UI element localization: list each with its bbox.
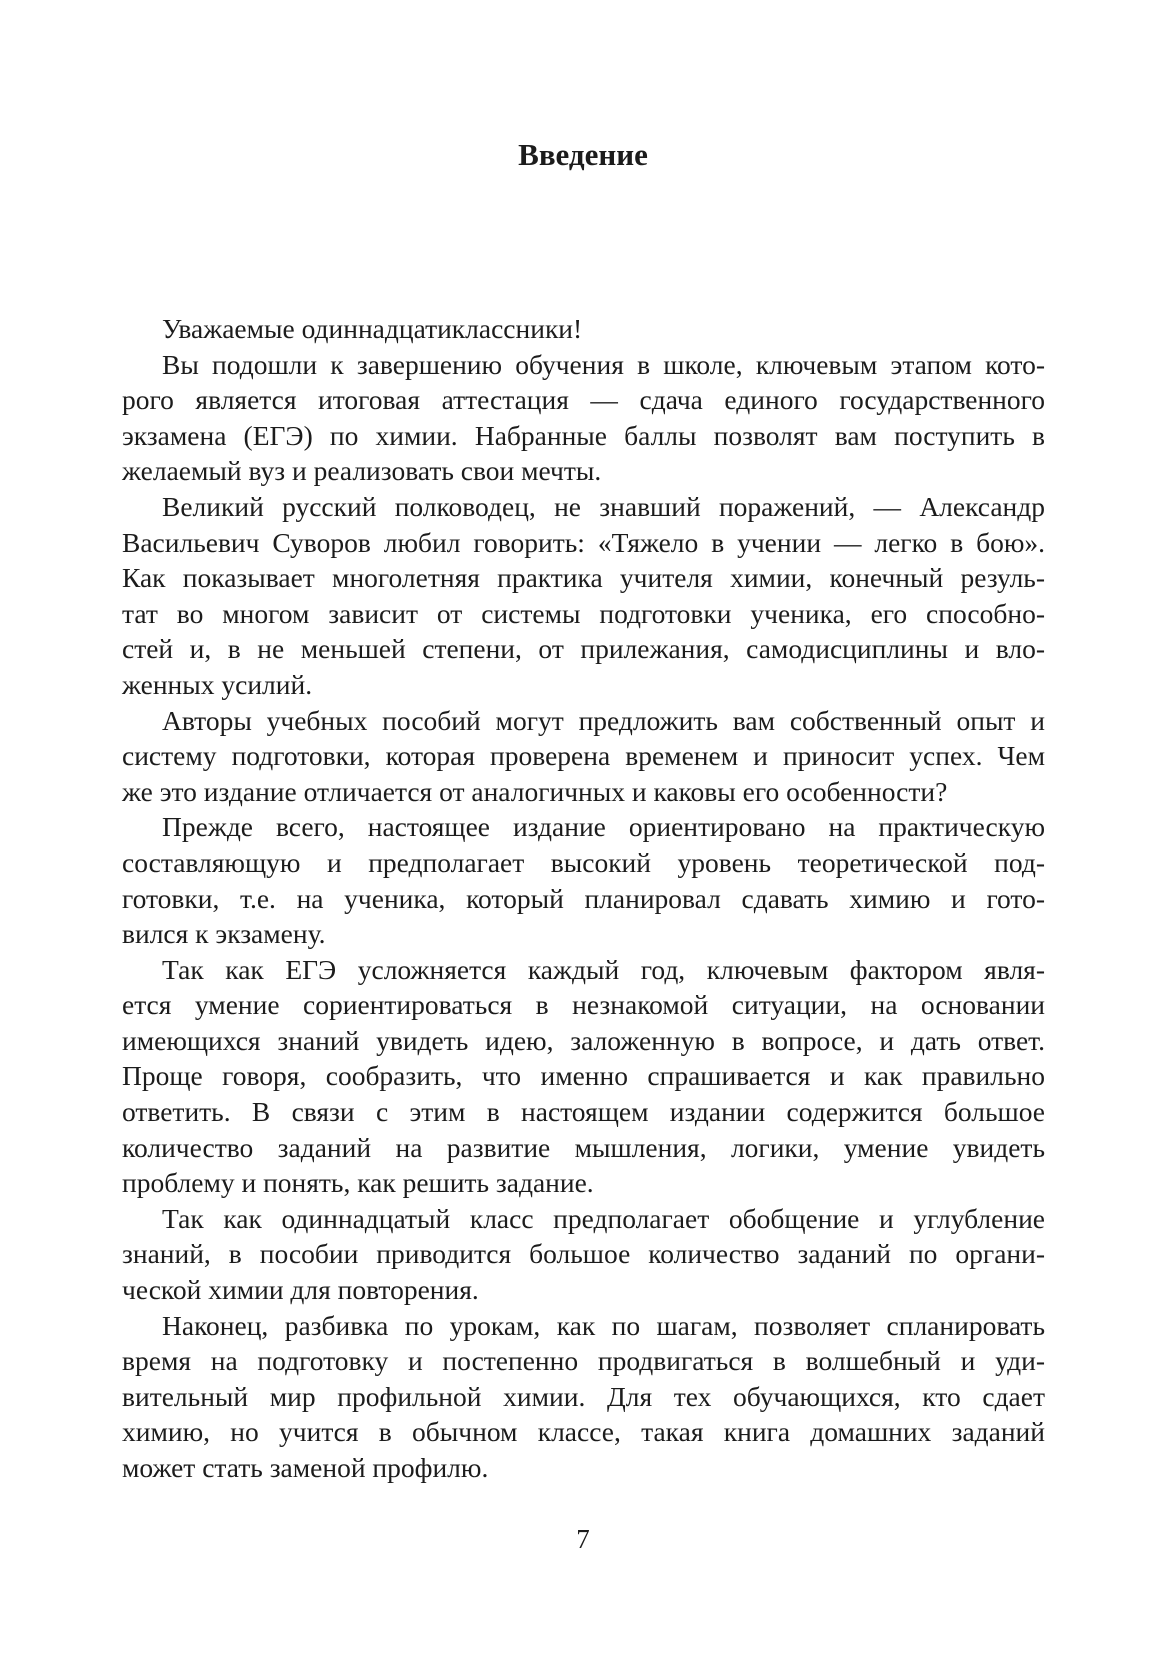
text-line: Авторы учебных пособий могут предложить вам собственный опыт и — [162, 704, 1045, 736]
text-line: вительный мир профильной химии. Для тех обучающихся, кто сдает — [122, 1380, 1045, 1412]
text-line: ответить. В связи с этим в настоящем издании содержится большое — [122, 1096, 1045, 1128]
text-line: Васильевич Суворов любил говорить: «Тяжело в учении — легко в бою». — [122, 526, 1045, 558]
text-line: Вы подошли к завершению обучения в школе, ключевым этапом кото- — [162, 348, 1045, 380]
text-line: Великий русский полководец, не знавший поражений, — Александр — [162, 490, 1045, 522]
paragraph — [122, 809, 1045, 951]
text-line: систему подготовки, которая проверена временем и приносит успех. Чем — [122, 740, 1045, 772]
text-line: Уважаемые одиннадцатиклассники! — [162, 313, 583, 344]
paragraph — [122, 347, 1045, 489]
text-line: тат во многом зависит от системы подготовки ученика, его способно- — [122, 597, 1045, 629]
text-line: может стать заменой профилю. — [122, 1452, 489, 1483]
text-line: ется умение сориентироваться в незнакомой ситуации, на основании — [122, 989, 1045, 1021]
paragraph — [122, 311, 1045, 347]
text-line: готовки, т.е. на ученика, который планировал сдавать химию и гото- — [122, 882, 1045, 914]
text-line: время на подготовку и постепенно продвигаться в волшебный и уди- — [122, 1345, 1045, 1377]
text-line: составляющую и предполагает высокий уровень теоретической под- — [122, 846, 1045, 878]
paragraph — [122, 1308, 1045, 1486]
text-line: химию, но учится в обычном классе, такая книга домашних заданий — [122, 1416, 1045, 1448]
paragraph — [122, 952, 1045, 1201]
text-line: Наконец, разбивка по урокам, как по шагам, позволяет спланировать — [162, 1309, 1045, 1341]
text-line: количество заданий на развитие мышления, логики, умение увидеть — [122, 1131, 1045, 1163]
text-line: Как показывает многолетняя практика учителя химии, конечный резуль- — [122, 562, 1045, 594]
body-text — [122, 311, 1045, 1486]
text-line: Так как ЕГЭ усложняется каждый год, ключевым фактором явля- — [162, 953, 1045, 985]
text-line: же это издание отличается от аналогичных и каковы его особенности? — [122, 775, 948, 807]
text-line: стей и, в не меньшей степени, от прилежания, самодисциплины и вло- — [122, 633, 1045, 665]
text-line: проблему и понять, как решить задание. — [122, 1167, 594, 1199]
text-line: знаний, в пособии приводится большое количество заданий по органи- — [122, 1238, 1045, 1270]
text-line: Прежде всего, настоящее издание ориентировано на практическую — [162, 811, 1045, 843]
page-number: 7 — [576, 1524, 590, 1554]
paragraph — [122, 1201, 1045, 1308]
text-line: женных усилий. — [122, 668, 313, 700]
text-line: экзамена (ЕГЭ) по химии. Набранные баллы позволят вам поступить в — [122, 419, 1045, 451]
text-line: ческой химии для повторения. — [122, 1274, 479, 1306]
paragraph — [122, 703, 1045, 810]
text-line: рого является итоговая аттестация — сдача единого государственного — [122, 384, 1045, 416]
text-line: имеющихся знаний увидеть идею, заложенную в вопросе, и дать ответ. — [122, 1024, 1045, 1056]
text-line: Проще говоря, сообразить, что именно спрашивается и как правильно — [122, 1060, 1045, 1092]
paragraph — [122, 489, 1045, 703]
text-line: Так как одиннадцатый класс предполагает обобщение и углубление — [162, 1202, 1045, 1234]
text-line: вился к экзамену. — [122, 918, 326, 950]
text-line: желаемый вуз и реализовать свои мечты. — [122, 455, 602, 487]
page-title: Введение — [518, 137, 648, 172]
